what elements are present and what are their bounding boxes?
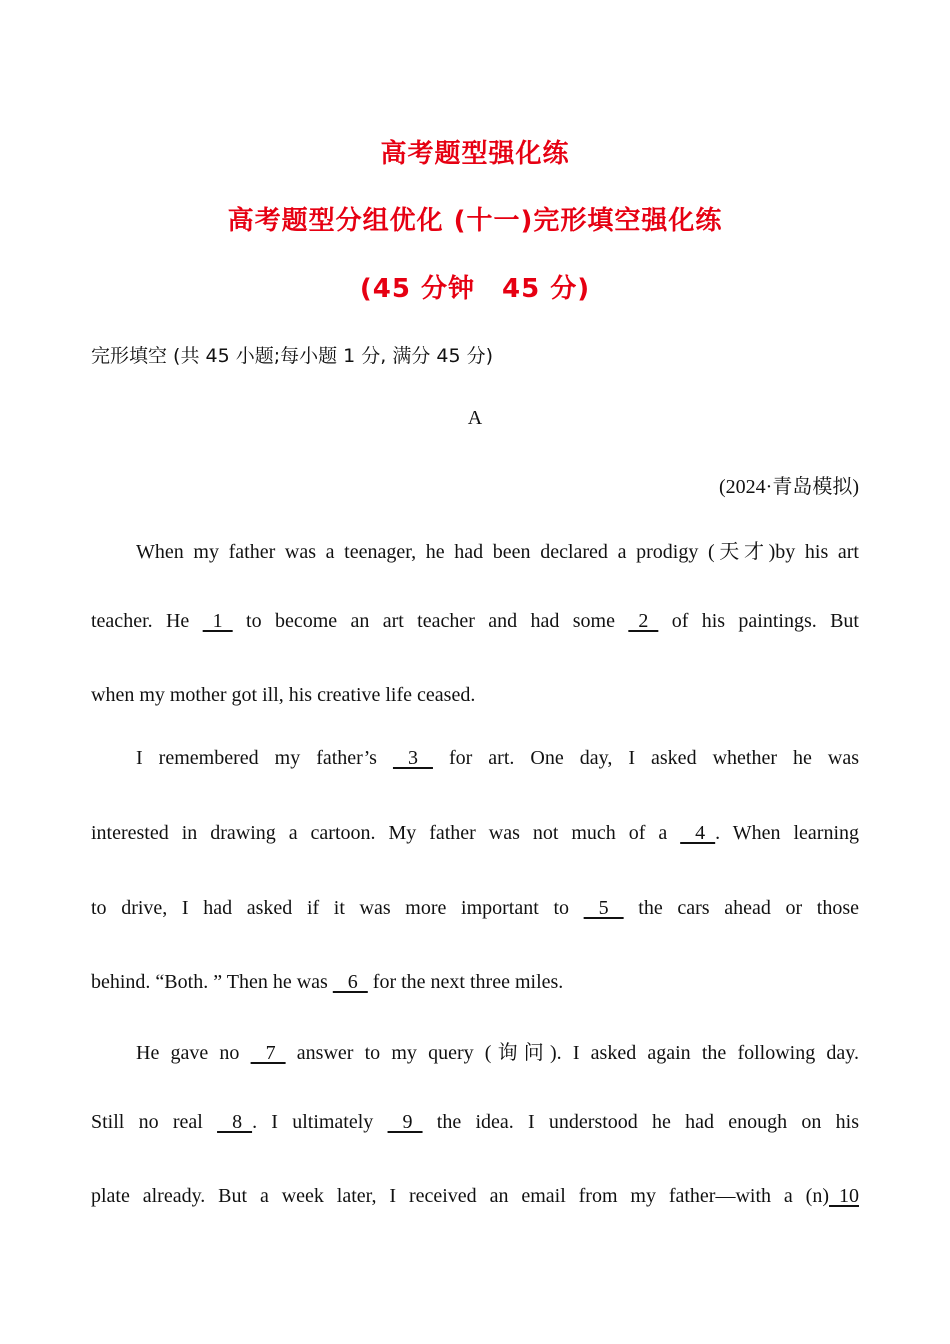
blank-6[interactable]: 6: [332, 971, 368, 993]
passage-source: (2024·青岛模拟): [719, 476, 859, 498]
instructions: 完形填空 (共 45 小题;每小题 1 分, 满分 45 分): [91, 345, 494, 367]
blank-1[interactable]: 1: [202, 610, 233, 632]
blank-5[interactable]: 5: [583, 897, 624, 919]
passage-line: teacher. He 1 to become an art teacher and had some 2 of his paintings. But: [91, 610, 859, 632]
title-time-score: (45 分钟 45 分): [359, 274, 591, 304]
blank-2[interactable]: 2: [628, 610, 659, 632]
passage-line: interested in drawing a cartoon. My father was not much of a 4 . When learning: [91, 822, 859, 844]
blank-3[interactable]: 3: [392, 747, 433, 769]
blank-8[interactable]: 8: [217, 1111, 253, 1133]
passage-line: When my father was a teenager, he had been declared a prodigy (天才)by his art: [136, 541, 859, 563]
passage-line: plate already. But a week later, I received an email from my father—with a (n) 10: [91, 1185, 859, 1207]
passage-line: to drive, I had asked if it was more important to 5 the cars ahead or those: [91, 897, 859, 919]
blank-10[interactable]: 10: [829, 1185, 859, 1207]
blank-4[interactable]: 4: [680, 822, 716, 844]
title-main: 高考题型强化练: [380, 139, 570, 169]
passage-line: He gave no 7 answer to my query (询问). I asked again the following day.: [136, 1042, 859, 1064]
passage-line: behind. “Both. ” Then he was 6 for the next three miles.: [91, 971, 564, 993]
title-subtitle: 高考题型分组优化 (十一)完形填空强化练: [227, 206, 723, 236]
blank-9[interactable]: 9: [387, 1111, 423, 1133]
passage-line: when my mother got ill, his creative life ceased.: [91, 684, 476, 706]
passage-line: I remembered my father’s 3 for art. One day, I asked whether he was: [136, 747, 860, 769]
section-label: A: [467, 407, 483, 429]
blank-7[interactable]: 7: [250, 1042, 286, 1064]
passage-line: Still no real 8 . I ultimately 9 the idea. I understood he had enough on his: [91, 1111, 859, 1133]
